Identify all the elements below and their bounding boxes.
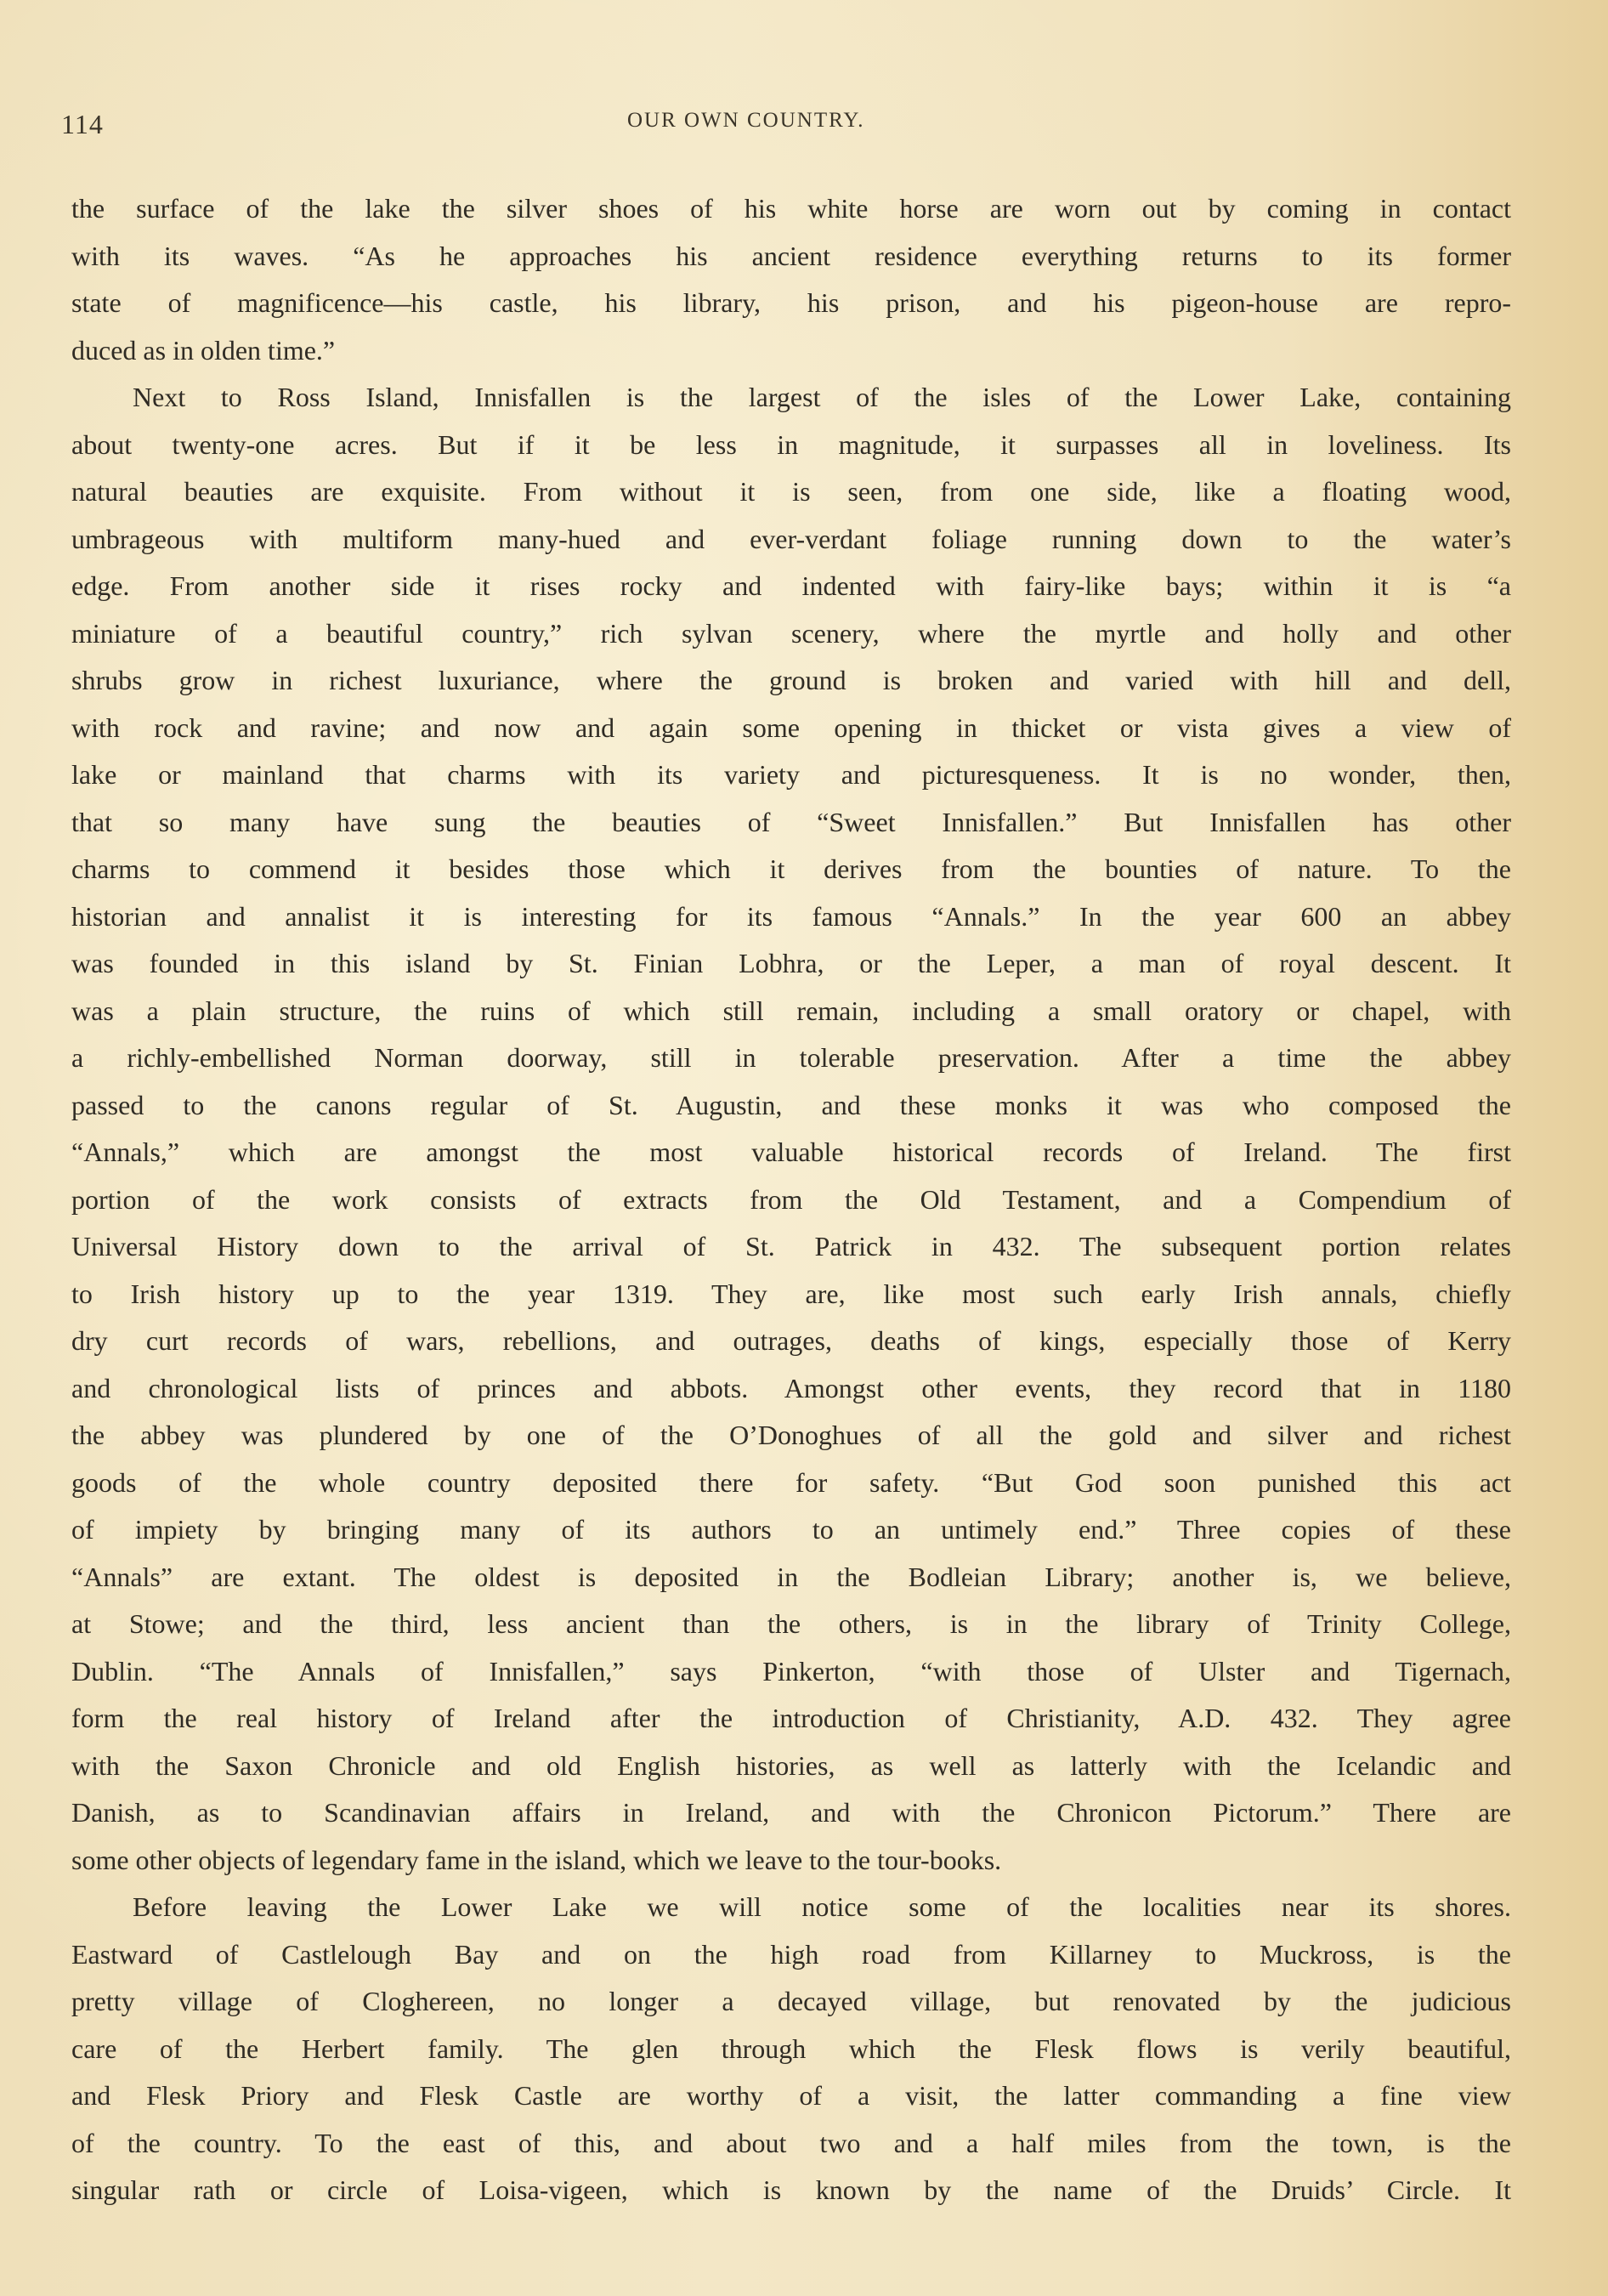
text-line: with its waves. “As he approaches his ancient residence everything returns to its former (71, 240, 1511, 271)
text-line: “Annals,” which are amongst the most valuable historical records of Ireland. The first (71, 1137, 1511, 1167)
text-line: shrubs grow in richest luxuriance, where the ground is broken and varied with hill and dell, (71, 665, 1511, 695)
text-line: was a plain structure, the ruins of which still remain, including a small oratory or chapel, with (71, 995, 1511, 1026)
text-line: duced as in olden time.” (71, 334, 336, 366)
text-line: passed to the canons regular of St. Augustin, and these monks it was who composed the (71, 1089, 1511, 1120)
text-line: of impiety by bringing many of its authors to an untimely end.” Three copies of these (71, 1514, 1511, 1545)
text-line: the surface of the lake the silver shoes of his white horse are worn out by coming in contact (71, 193, 1511, 224)
text-line: a richly-embellished Norman doorway, still in tolerable preservation. After a time the abbey (71, 1042, 1511, 1073)
text-line: Eastward of Castlelough Bay and on the high road from Killarney to Muckross, is the (71, 1938, 1511, 1970)
page-number: 114 (61, 109, 104, 139)
text-line: and Flesk Priory and Flesk Castle are worthy of a visit, the latter commanding a fine view (71, 2080, 1511, 2111)
text-line: the abbey was plundered by one of the O’Donoghues of all the gold and silver and richest (71, 1420, 1511, 1450)
text-line: Before leaving the Lower Lake we will notice some of the localities near its shores. (133, 1891, 1511, 1922)
running-head (0, 109, 1608, 143)
text-line: care of the Herbert family. The glen through which the Flesk flows is verily beautiful, (71, 2032, 1511, 2064)
text-line: some other objects of legendary fame in the island, which we leave to the tour-books. (71, 1844, 1002, 1875)
text-line: historian and annalist it is interesting for its famous “Annals.” In the year 600 an abbey (71, 900, 1511, 932)
text-line: natural beauties are exquisite. From without it is seen, from one side, like a floating wood, (71, 476, 1511, 507)
text-line: charms to commend it besides those which it derives from the bounties of nature. To the (71, 853, 1511, 884)
text-line: Next to Ross Island, Innisfallen is the largest of the isles of the Lower Lake, containing (133, 382, 1511, 412)
text-line: with rock and ravine; and now and again some opening in thicket or vista gives a view of (71, 711, 1511, 743)
text-line: goods of the whole country deposited there for safety. “But God soon punished this act (71, 1466, 1511, 1498)
text-line: and chronological lists of princes and abbots. Amongst other events, they record that in 1180 (71, 1372, 1511, 1403)
text-line: with the Saxon Chronicle and old English histories, as well as latterly with the Icelandic and (71, 1749, 1511, 1781)
text-line: Dublin. “The Annals of Innisfallen,” says Pinkerton, “with those of Ulster and Tigernach, (71, 1655, 1511, 1687)
text-line: form the real history of Ireland after the introduction of Christianity, A.D. 432. They agree (71, 1703, 1511, 1733)
text-line: to Irish history up to the year 1319. They are, like most such early Irish annals, chiefly (71, 1278, 1511, 1309)
body-text (71, 185, 1511, 2214)
text-line: state of magnificence—his castle, his library, his prison, and his pigeon-house are repro- (71, 287, 1511, 318)
text-line: miniature of a beautiful country,” rich sylvan scenery, where the myrtle and holly and other (71, 617, 1511, 649)
text-line: umbrageous with multiform many-hued and ever-verdant foliage running down to the water’s (71, 523, 1511, 554)
text-line: pretty village of Cloghereen, no longer a decayed village, but renovated by the judicious (71, 1986, 1511, 2016)
text-line: portion of the work consists of extracts from the Old Testament, and a Compendium of (71, 1183, 1511, 1215)
text-line: was founded in this island by St. Finian Lobhra, or the Leper, a man of royal descent. It (71, 948, 1511, 978)
text-line: Danish, as to Scandinavian affairs in Ireland, and with the Chronicon Pictorum.” There are (71, 1797, 1511, 1828)
text-line: about twenty-one acres. But if it be less in magnitude, it surpasses all in loveliness. Its (71, 428, 1511, 460)
text-line: edge. From another side it rises rocky and indented with fairy-like bays; within it is “a (71, 570, 1511, 601)
text-line: at Stowe; and the third, less ancient than the others, is in the library of Trinity College, (71, 1608, 1511, 1639)
text-line: Universal History down to the arrival of St. Patrick in 432. The subsequent portion relates (71, 1231, 1511, 1261)
text-line: singular rath or circle of Loisa-vigeen, which is known by the name of the Druids’ Circle. It (71, 2174, 1511, 2205)
text-line: “Annals” are extant. The oldest is deposited in the Bodleian Library; another is, we believe, (71, 1561, 1511, 1592)
text-line: that so many have sung the beauties of “Sweet Innisfallen.” But Innisfallen has other (71, 806, 1511, 837)
text-line: dry curt records of wars, rebellions, and outrages, deaths of kings, especially those of Kerry (71, 1325, 1511, 1356)
page-header-title: OUR OWN COUNTRY. (627, 109, 865, 132)
text-line: of the country. To the east of this, and about two and a half miles from the town, is the (71, 2127, 1511, 2158)
text-line: lake or mainland that charms with its variety and picturesqueness. It is no wonder, then, (71, 759, 1511, 790)
